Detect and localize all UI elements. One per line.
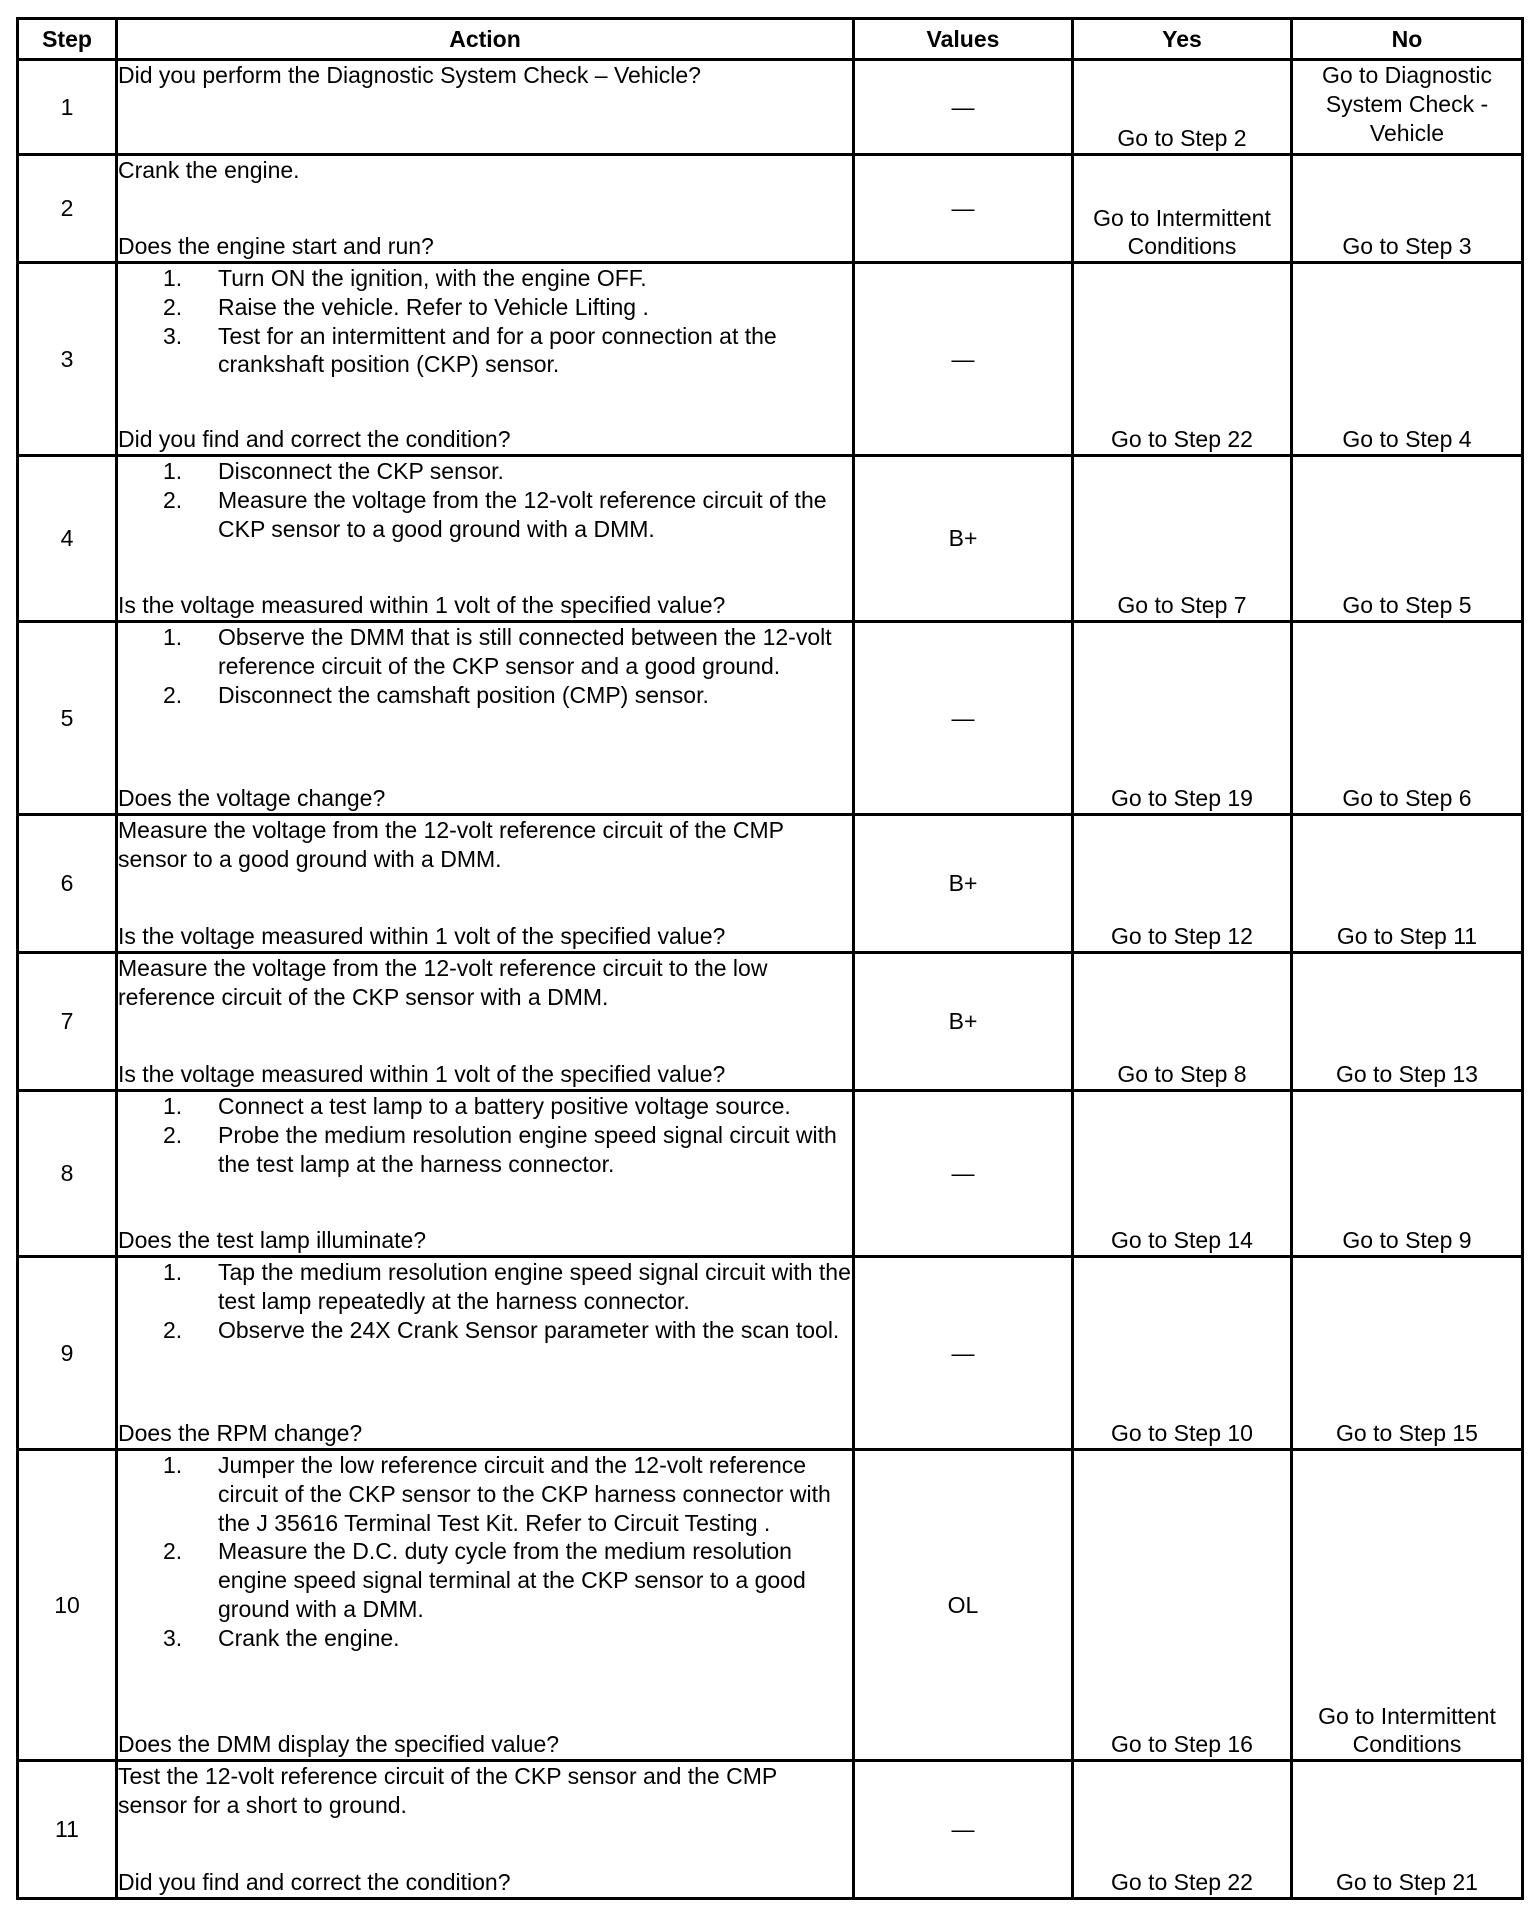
yes-cell: Go to Step 22	[1073, 263, 1292, 456]
action-body	[118, 457, 852, 543]
list-item-text: Crank the engine.	[218, 1624, 400, 1651]
table-row	[18, 263, 1523, 456]
action-content	[118, 61, 852, 153]
value-cell: OL	[854, 1450, 1073, 1761]
action-cell	[117, 622, 854, 815]
action-content	[118, 623, 852, 813]
no-cell: Go to Diagnostic System Check - Vehicle	[1292, 60, 1523, 155]
list-item-number: 1.	[163, 1452, 183, 1478]
yes-cell: Go to Intermittent Conditions	[1073, 155, 1292, 263]
yes-cell: Go to Step 2	[1073, 60, 1292, 155]
header-row	[18, 19, 1523, 60]
action-cell	[117, 155, 854, 263]
list-item-text: Test for an intermittent and for a poor connection at the crankshaft position (CKP) sensor.	[218, 322, 777, 378]
action-body	[118, 264, 852, 379]
action-question: Does the voltage change?	[118, 785, 386, 812]
action-question: Does the engine start and run?	[118, 233, 434, 260]
action-question: Did you find and correct the condition?	[118, 1869, 511, 1896]
no-cell: Go to Step 13	[1292, 953, 1523, 1091]
list-item-text: Disconnect the camshaft position (CMP) sensor.	[218, 681, 709, 708]
step-number: 1	[18, 60, 117, 155]
table-row	[18, 1761, 1523, 1899]
value-cell: —	[854, 1257, 1073, 1450]
table-row	[18, 1257, 1523, 1450]
action-body	[118, 1092, 852, 1178]
yes-cell: Go to Step 7	[1073, 456, 1292, 622]
list-item-number: 1.	[163, 458, 183, 484]
action-question: Is the voltage measured within 1 volt of the specified value?	[118, 1061, 726, 1088]
list-item-number: 1.	[163, 1259, 183, 1285]
step-number: 2	[18, 155, 117, 263]
step-number: 3	[18, 263, 117, 456]
list-item	[163, 1316, 852, 1345]
action-body	[118, 623, 852, 709]
action-cell	[117, 815, 854, 953]
value-cell: B+	[854, 815, 1073, 953]
list-item-number: 3.	[163, 322, 183, 349]
list-item-number: 3.	[163, 1624, 183, 1651]
table-row	[18, 622, 1523, 815]
no-cell: Go to Step 21	[1292, 1761, 1523, 1899]
list-item-text: Raise the vehicle. Refer to Vehicle Lifting .	[218, 293, 649, 320]
yes-cell: Go to Step 8	[1073, 953, 1292, 1091]
no-cell: Go to Step 5	[1292, 456, 1523, 622]
action-cell	[117, 1091, 854, 1257]
action-content	[118, 1451, 852, 1759]
value-cell: B+	[854, 953, 1073, 1091]
list-item	[163, 264, 852, 293]
list-item-text: Observe the DMM that is still connected between the 12-volt reference circuit of the CKP sensor and a good ground.	[218, 624, 832, 679]
action-question: Does the test lamp illuminate?	[118, 1227, 427, 1254]
no-cell: Go to Step 9	[1292, 1091, 1523, 1257]
action-intro: Crank the engine.	[118, 157, 300, 183]
action-question: Is the voltage measured within 1 volt of the specified value?	[118, 592, 726, 619]
table-row	[18, 815, 1523, 953]
step-number: 5	[18, 622, 117, 815]
procedure-list	[118, 623, 852, 709]
list-item-text: Jumper the low reference circuit and the 12-volt reference circuit of the CKP sensor to the CKP harness connector with the J 35616 Terminal Test Kit. Refer to Circuit Testing .	[218, 1452, 831, 1536]
no-cell: Go to Step 3	[1292, 155, 1523, 263]
action-body	[118, 816, 852, 874]
list-item	[163, 1121, 852, 1179]
action-cell	[117, 1257, 854, 1450]
no-cell: Go to Step 6	[1292, 622, 1523, 815]
list-item-text: Measure the voltage from the 12-volt reference circuit of the CKP sensor to a good ground with a DMM.	[218, 486, 827, 542]
action-question: Does the RPM change?	[118, 1420, 363, 1447]
step-number: 8	[18, 1091, 117, 1257]
list-item-text: Tap the medium resolution engine speed signal circuit with the test lamp repeatedly at the harness connector.	[218, 1259, 851, 1314]
action-question: Did you find and correct the condition?	[118, 426, 511, 453]
action-intro: Measure the voltage from the 12-volt reference circuit of the CMP sensor to a good ground with a DMM.	[118, 817, 784, 872]
header-action: Action	[117, 19, 854, 60]
list-item	[163, 1537, 852, 1623]
yes-cell: Go to Step 10	[1073, 1257, 1292, 1450]
value-cell: —	[854, 263, 1073, 456]
action-body	[118, 156, 852, 185]
list-item-number: 1.	[163, 1093, 183, 1119]
action-cell	[117, 1450, 854, 1761]
list-item-number: 2.	[163, 681, 183, 708]
action-body	[118, 1258, 852, 1344]
step-number: 4	[18, 456, 117, 622]
action-content	[118, 457, 852, 620]
step-number: 7	[18, 953, 117, 1091]
no-cell: Go to Step 15	[1292, 1257, 1523, 1450]
action-cell	[117, 263, 854, 456]
list-item-number: 2.	[163, 486, 183, 513]
list-item-text: Probe the medium resolution engine speed signal circuit with the test lamp at the harness connector.	[218, 1121, 837, 1177]
value-cell: —	[854, 1091, 1073, 1257]
action-body	[118, 1762, 852, 1820]
list-item-text: Observe the 24X Crank Sensor parameter with the scan tool.	[218, 1316, 840, 1343]
action-content	[118, 156, 852, 261]
procedure-list	[118, 457, 852, 543]
yes-cell: Go to Step 22	[1073, 1761, 1292, 1899]
action-cell	[117, 1761, 854, 1899]
action-content	[118, 1258, 852, 1448]
action-body	[118, 954, 852, 1012]
action-content	[118, 1762, 852, 1897]
header-values: Values	[854, 19, 1073, 60]
header-yes: Yes	[1073, 19, 1292, 60]
header-no: No	[1292, 19, 1523, 60]
table-row	[18, 1091, 1523, 1257]
list-item-number: 2.	[163, 1316, 183, 1343]
step-number: 10	[18, 1450, 117, 1761]
value-cell: —	[854, 1761, 1073, 1899]
list-item	[163, 1092, 852, 1121]
table-row	[18, 155, 1523, 263]
value-cell: —	[854, 60, 1073, 155]
procedure-list	[118, 1451, 852, 1652]
yes-cell: Go to Step 16	[1073, 1450, 1292, 1761]
step-number: 9	[18, 1257, 117, 1450]
no-cell: Go to Intermittent Conditions	[1292, 1450, 1523, 1761]
list-item	[163, 322, 852, 380]
action-question: Is the voltage measured within 1 volt of the specified value?	[118, 923, 726, 950]
list-item	[163, 1624, 852, 1653]
no-cell: Go to Step 4	[1292, 263, 1523, 456]
action-cell	[117, 60, 854, 155]
list-item-number: 1.	[163, 624, 183, 650]
action-cell	[117, 456, 854, 622]
list-item-text: Measure the D.C. duty cycle from the medium resolution engine speed signal terminal at the CKP sensor to a good ground with a DMM.	[218, 1538, 806, 1622]
list-item-number: 2.	[163, 293, 183, 320]
list-item	[163, 1258, 852, 1316]
diagnostic-table	[16, 17, 1524, 1900]
list-item	[163, 486, 852, 544]
action-cell	[117, 953, 854, 1091]
list-item	[163, 1451, 852, 1537]
list-item	[163, 623, 852, 681]
action-intro: Test the 12-volt reference circuit of the CKP sensor and the CMP sensor for a short to ground.	[118, 1763, 777, 1818]
yes-cell: Go to Step 12	[1073, 815, 1292, 953]
step-number: 11	[18, 1761, 117, 1899]
action-content	[118, 954, 852, 1089]
value-cell: B+	[854, 456, 1073, 622]
value-cell: —	[854, 622, 1073, 815]
table-row	[18, 60, 1523, 155]
no-cell: Go to Step 11	[1292, 815, 1523, 953]
list-item-text: Turn ON the ignition, with the engine OFF.	[218, 265, 647, 291]
value-cell: —	[854, 155, 1073, 263]
action-content	[118, 816, 852, 951]
list-item-text: Disconnect the CKP sensor.	[218, 458, 504, 484]
step-number: 6	[18, 815, 117, 953]
action-question: Does the DMM display the specified value?	[118, 1731, 560, 1758]
list-item	[163, 293, 852, 322]
action-intro: Measure the voltage from the 12-volt reference circuit to the low reference circuit of the CKP sensor with a DMM.	[118, 955, 768, 1010]
table-row	[18, 953, 1523, 1091]
yes-cell: Go to Step 19	[1073, 622, 1292, 815]
procedure-list	[118, 1258, 852, 1344]
list-item	[163, 681, 852, 710]
yes-cell: Go to Step 14	[1073, 1091, 1292, 1257]
list-item	[163, 457, 852, 486]
action-content	[118, 264, 852, 454]
header-step: Step	[18, 19, 117, 60]
table-row	[18, 456, 1523, 622]
table-row	[18, 1450, 1523, 1761]
list-item-number: 1.	[163, 265, 183, 291]
procedure-list	[118, 264, 852, 379]
list-item-text: Connect a test lamp to a battery positive voltage source.	[218, 1093, 791, 1119]
action-content	[118, 1092, 852, 1255]
list-item-number: 2.	[163, 1538, 183, 1565]
procedure-list	[118, 1092, 852, 1178]
action-intro: Did you perform the Diagnostic System Check – Vehicle?	[118, 62, 701, 88]
action-body	[118, 61, 852, 90]
action-body	[118, 1451, 852, 1652]
list-item-number: 2.	[163, 1121, 183, 1148]
